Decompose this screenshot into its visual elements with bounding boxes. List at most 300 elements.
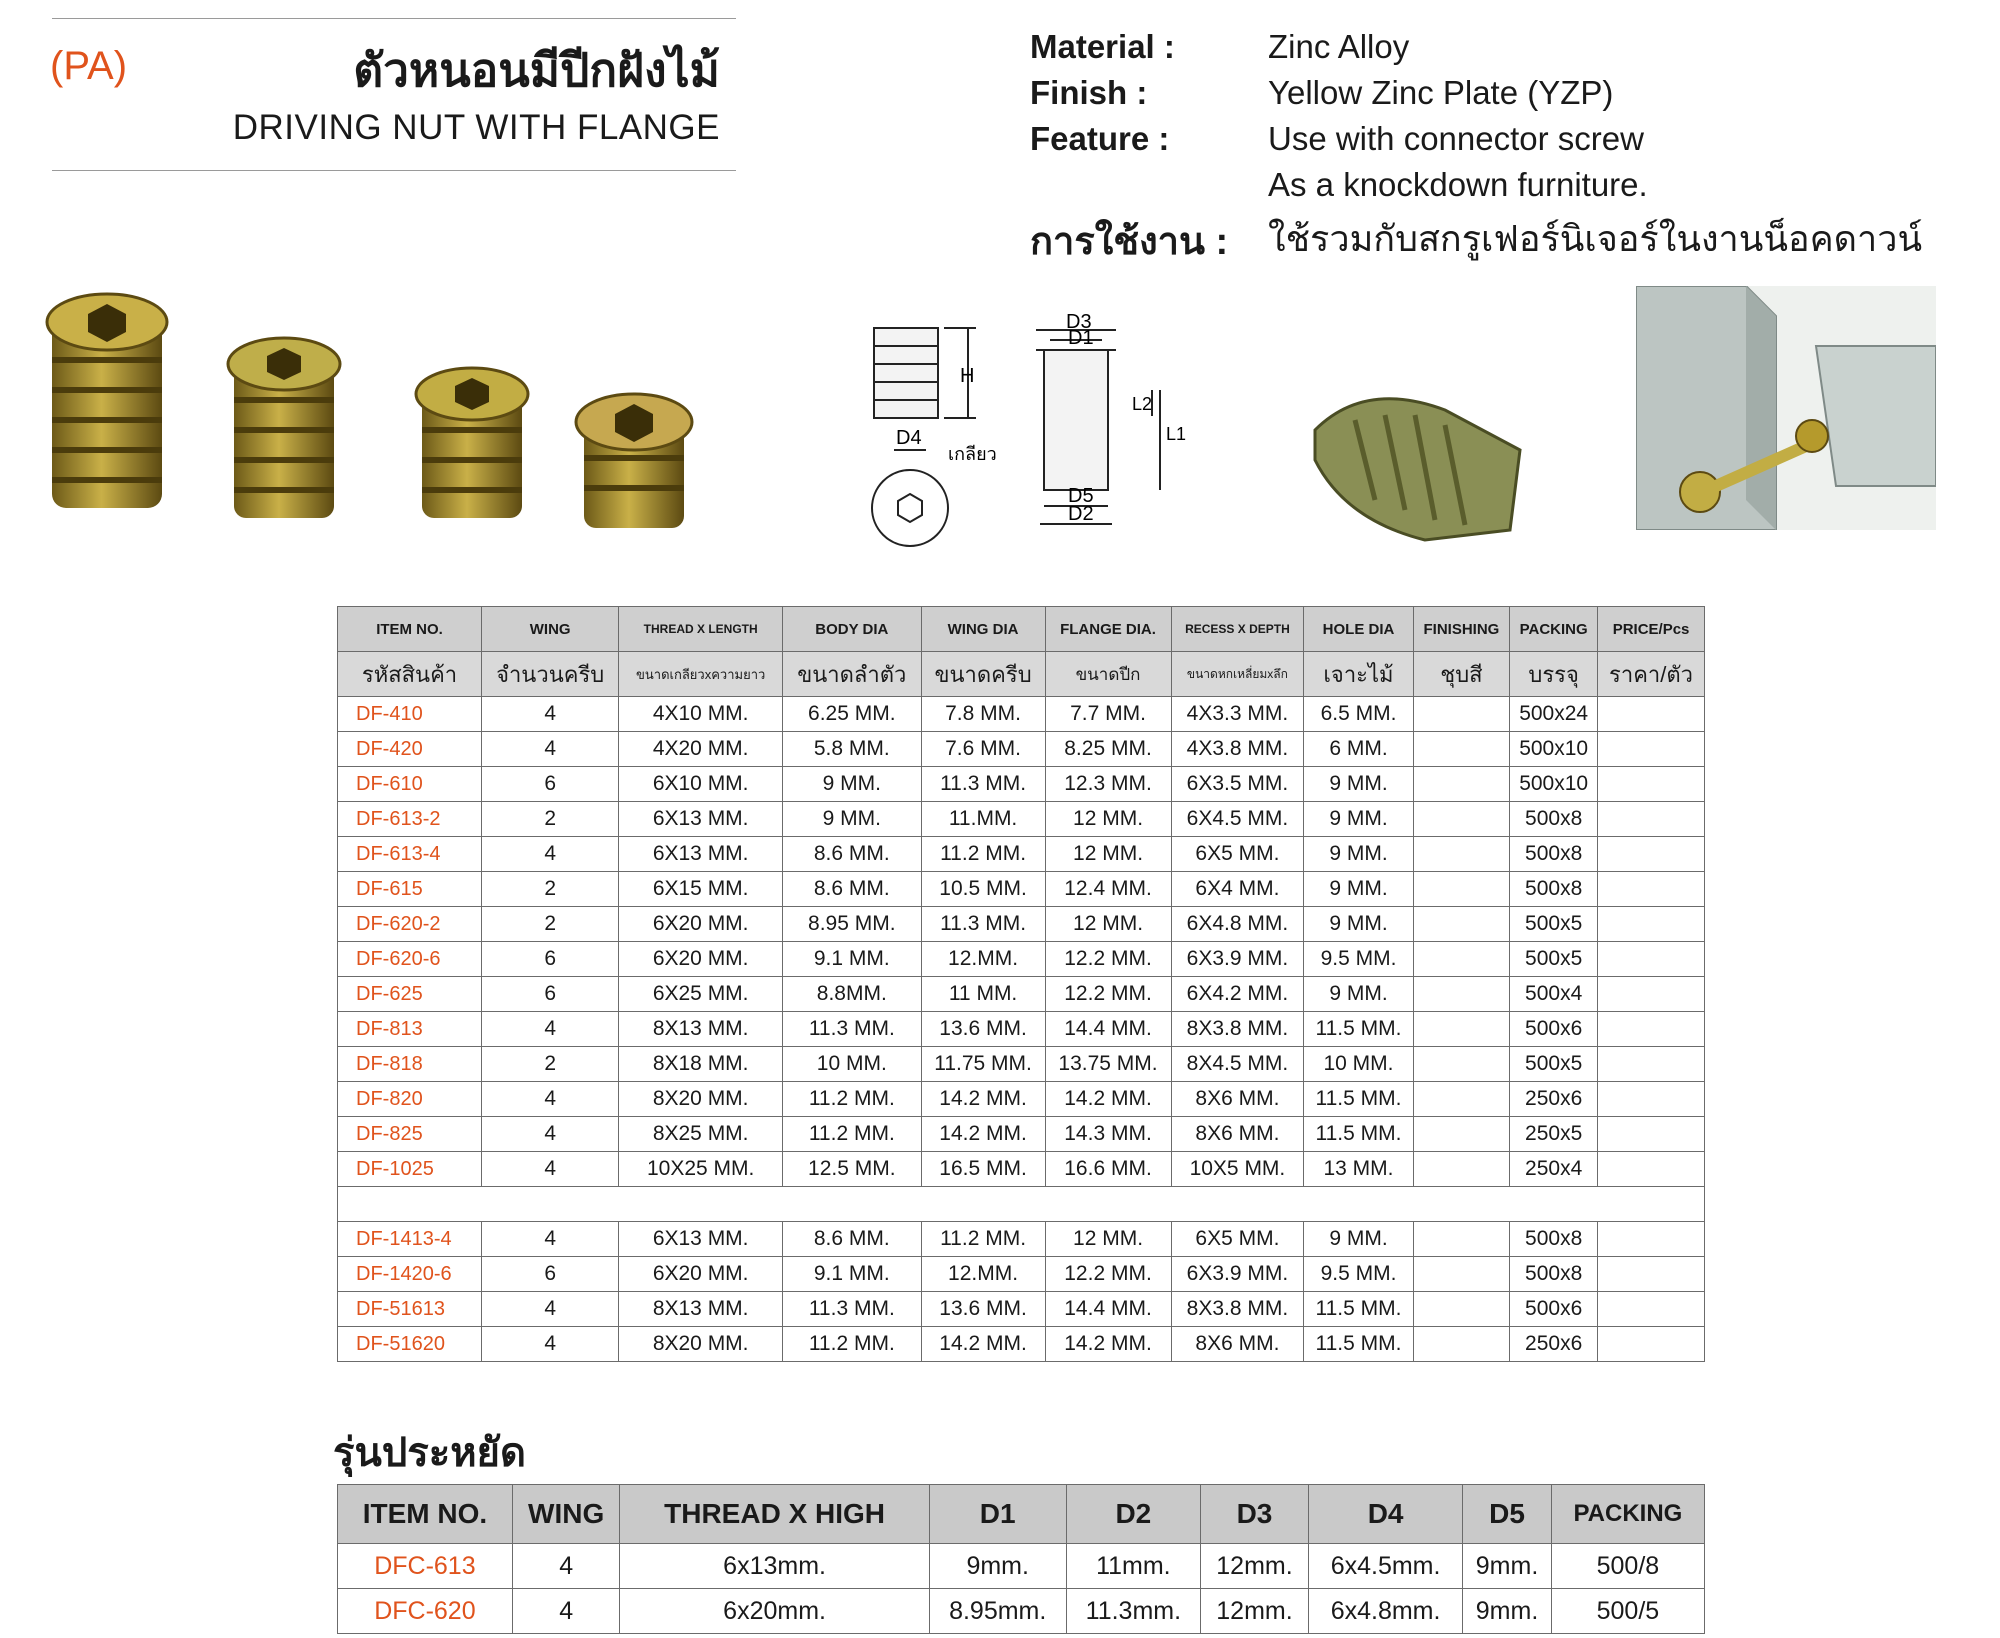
col-header-price: PRICE/Pcs — [1598, 607, 1705, 652]
table-cell: 9 MM. — [1304, 872, 1413, 907]
table-cell: 9mm. — [1463, 1589, 1552, 1634]
table-cell: 8.95mm. — [929, 1589, 1066, 1634]
header-row-english — [338, 607, 1705, 652]
eco-col-header: D1 — [929, 1485, 1066, 1544]
table-cell: 8X20 MM. — [619, 1327, 783, 1362]
table-spacer-row — [338, 1187, 1705, 1222]
table-cell: 6 — [482, 977, 619, 1012]
table-cell: 10X5 MM. — [1171, 1152, 1304, 1187]
col-header-th: บรรจุ — [1510, 652, 1598, 697]
table-cell: 2 — [482, 802, 619, 837]
table-cell: 4 — [512, 1589, 620, 1634]
table-cell: 6X5 MM. — [1171, 1222, 1304, 1257]
item-code-cell: DF-420 — [338, 732, 482, 767]
table-cell: 500x8 — [1510, 802, 1598, 837]
table-cell — [1598, 977, 1705, 1012]
table-cell: 4X3.8 MM. — [1171, 732, 1304, 767]
table-cell: 4 — [482, 1012, 619, 1047]
col-header-recess-depth: RECESS X DEPTH — [1171, 607, 1304, 652]
table-cell: 8.25 MM. — [1045, 732, 1171, 767]
table-cell: 8X3.8 MM. — [1171, 1012, 1304, 1047]
col-header-wing: WING — [482, 607, 619, 652]
table-row — [338, 1222, 1705, 1257]
table-row — [338, 872, 1705, 907]
table-cell: 8X6 MM. — [1171, 1082, 1304, 1117]
table-cell: 4 — [482, 732, 619, 767]
table-cell: 12.2 MM. — [1045, 942, 1171, 977]
table-row — [338, 697, 1705, 732]
item-code-cell: DF-813 — [338, 1012, 482, 1047]
table-cell — [1413, 1257, 1510, 1292]
table-cell — [1413, 1047, 1510, 1082]
table-cell: 4 — [482, 1292, 619, 1327]
table-cell: 11.75 MM. — [921, 1047, 1045, 1082]
eco-col-header: D2 — [1066, 1485, 1200, 1544]
table-cell: 6X3.9 MM. — [1171, 942, 1304, 977]
item-code-cell: DFC-613 — [338, 1544, 513, 1589]
table-cell — [1598, 767, 1705, 802]
item-code-cell: DF-620-6 — [338, 942, 482, 977]
table-cell: 500x6 — [1510, 1292, 1598, 1327]
label-l2: L2 — [1132, 394, 1153, 414]
table-cell — [1598, 697, 1705, 732]
header-row-thai — [338, 652, 1705, 697]
table-cell — [1413, 1152, 1510, 1187]
table-cell: 12.3 MM. — [1045, 767, 1171, 802]
table-cell: 500x10 — [1510, 767, 1598, 802]
table-cell: 500x8 — [1510, 837, 1598, 872]
item-code-cell: DF-613-4 — [338, 837, 482, 872]
table-cell: 12.5 MM. — [783, 1152, 922, 1187]
table-cell — [1413, 697, 1510, 732]
table-row — [338, 1589, 1705, 1634]
table-cell: 10 MM. — [783, 1047, 922, 1082]
table-cell: 12mm. — [1201, 1544, 1309, 1589]
table-cell: 7.8 MM. — [921, 697, 1045, 732]
table-cell: 6X3.9 MM. — [1171, 1257, 1304, 1292]
item-code-cell: DF-1420-6 — [338, 1257, 482, 1292]
table-cell — [1413, 1082, 1510, 1117]
item-code-cell: DF-1413-4 — [338, 1222, 482, 1257]
table-cell: 13.6 MM. — [921, 1012, 1045, 1047]
label-d2: D2 — [1068, 503, 1094, 525]
table-cell: 8X25 MM. — [619, 1117, 783, 1152]
col-header-th: ขนาดครีบ — [921, 652, 1045, 697]
table-cell: 6x4.8mm. — [1308, 1589, 1462, 1634]
table-cell — [1598, 907, 1705, 942]
economy-header-row — [338, 1485, 1705, 1544]
table-cell — [1598, 1047, 1705, 1082]
table-cell — [1413, 1327, 1510, 1362]
table-cell: 14.3 MM. — [1045, 1117, 1171, 1152]
spec-label-feature: Feature : — [1030, 120, 1170, 157]
col-header-finishing: FINISHING — [1413, 607, 1510, 652]
label-d5: D5 — [1068, 485, 1094, 507]
spec-label-usage: การใช้งาน : — [1030, 221, 1229, 263]
table-cell: 8X13 MM. — [619, 1292, 783, 1327]
table-cell: 500x4 — [1510, 977, 1598, 1012]
table-cell: 500x5 — [1510, 942, 1598, 977]
table-cell: 4 — [482, 1082, 619, 1117]
table-row — [338, 1047, 1705, 1082]
label-d1: D1 — [1068, 327, 1094, 349]
table-cell: 14.2 MM. — [921, 1327, 1045, 1362]
nut-photo-3 — [416, 368, 528, 518]
col-header-packing: PACKING — [1510, 607, 1598, 652]
table-cell: 4 — [482, 1222, 619, 1257]
table-cell: 6X20 MM. — [619, 1257, 783, 1292]
table-cell: 6 MM. — [1304, 732, 1413, 767]
table-cell: 12 MM. — [1045, 802, 1171, 837]
col-header-body-dia: BODY DIA — [783, 607, 922, 652]
table-cell: 500/5 — [1551, 1589, 1704, 1634]
table-body-secondary — [338, 1222, 1705, 1362]
table-cell: 10 MM. — [1304, 1047, 1413, 1082]
table-cell: 12.MM. — [921, 1257, 1045, 1292]
table-cell: 6x20mm. — [620, 1589, 929, 1634]
table-row — [338, 1117, 1705, 1152]
table-row — [338, 1082, 1705, 1117]
table-cell: 14.4 MM. — [1045, 1292, 1171, 1327]
item-code-cell: DFC-620 — [338, 1589, 513, 1634]
table-cell: 11.3 MM. — [783, 1012, 922, 1047]
table-cell — [1598, 1222, 1705, 1257]
table-cell: 250x6 — [1510, 1327, 1598, 1362]
table-cell: 6X13 MM. — [619, 1222, 783, 1257]
table-cell: 13 MM. — [1304, 1152, 1413, 1187]
dimension-diagram — [860, 310, 1220, 550]
title-rule — [52, 170, 736, 171]
table-cell: 6X4 MM. — [1171, 872, 1304, 907]
table-cell: 500x10 — [1510, 732, 1598, 767]
table-cell: 13.6 MM. — [921, 1292, 1045, 1327]
table-cell: 9 MM. — [1304, 977, 1413, 1012]
table-cell: 11.3 MM. — [783, 1292, 922, 1327]
spec-label-finish: Finish : — [1030, 74, 1148, 111]
table-cell: 4X10 MM. — [619, 697, 783, 732]
table-cell: 7.6 MM. — [921, 732, 1045, 767]
table-cell — [1598, 1327, 1705, 1362]
table-row — [338, 977, 1705, 1012]
table-cell: 2 — [482, 1047, 619, 1082]
table-cell: 12.MM. — [921, 942, 1045, 977]
table-cell: 12 MM. — [1045, 837, 1171, 872]
table-cell: 6X15 MM. — [619, 872, 783, 907]
page-title-thai: ตัวหนอนมีปีกฝังไม้ — [353, 44, 720, 96]
eco-col-header: ITEM NO. — [338, 1485, 513, 1544]
table-cell: 9.5 MM. — [1304, 942, 1413, 977]
table-cell: 9mm. — [929, 1544, 1066, 1589]
table-cell — [1598, 1117, 1705, 1152]
table-cell: 6x4.5mm. — [1308, 1544, 1462, 1589]
table-cell: 4 — [482, 697, 619, 732]
table-cell: 8X13 MM. — [619, 1012, 783, 1047]
table-cell: 6X5 MM. — [1171, 837, 1304, 872]
table-cell: 6 — [482, 1257, 619, 1292]
table-cell: 6X3.5 MM. — [1171, 767, 1304, 802]
table-cell — [1413, 837, 1510, 872]
col-header-item-no: ITEM NO. — [338, 607, 482, 652]
table-cell: 8X6 MM. — [1171, 1327, 1304, 1362]
table-cell: 250x5 — [1510, 1117, 1598, 1152]
series-code: (PA) — [50, 44, 128, 88]
table-cell: 7.7 MM. — [1045, 697, 1171, 732]
item-code-cell: DF-51620 — [338, 1327, 482, 1362]
table-cell: 11.5 MM. — [1304, 1327, 1413, 1362]
table-cell: 6X25 MM. — [619, 977, 783, 1012]
top-rule — [52, 18, 736, 19]
table-cell: 11mm. — [1066, 1544, 1200, 1589]
table-cell: 13.75 MM. — [1045, 1047, 1171, 1082]
table-cell: 6x13mm. — [620, 1544, 929, 1589]
table-cell: 12mm. — [1201, 1589, 1309, 1634]
table-cell: 11.2 MM. — [921, 837, 1045, 872]
table-cell: 6.5 MM. — [1304, 697, 1413, 732]
col-header-th: เจาะไม้ — [1304, 652, 1413, 697]
table-cell: 8.95 MM. — [783, 907, 922, 942]
item-code-cell: DF-410 — [338, 697, 482, 732]
table-cell: 16.5 MM. — [921, 1152, 1045, 1187]
table-cell: 9 MM. — [1304, 802, 1413, 837]
table-cell — [1413, 767, 1510, 802]
nut-photo-2 — [228, 338, 340, 518]
table-cell: 4 — [482, 1327, 619, 1362]
table-cell: 9 MM. — [1304, 767, 1413, 802]
item-code-cell: DF-825 — [338, 1117, 482, 1152]
item-code-cell: DF-818 — [338, 1047, 482, 1082]
table-cell: 6X13 MM. — [619, 802, 783, 837]
col-header-th: ขนาดหกเหลี่ยมxลึก — [1171, 652, 1304, 697]
eco-col-header: PACKING — [1551, 1485, 1704, 1544]
nut-photo-1 — [47, 294, 167, 508]
nut-photo-4 — [576, 394, 692, 528]
table-cell — [1413, 872, 1510, 907]
cutaway-illustration — [1305, 380, 1535, 550]
table-cell: 11.5 MM. — [1304, 1012, 1413, 1047]
table-cell: 14.2 MM. — [921, 1082, 1045, 1117]
col-header-th: ชุบสี — [1413, 652, 1510, 697]
label-d3: D3 — [1066, 311, 1092, 333]
table-cell: 14.4 MM. — [1045, 1012, 1171, 1047]
col-header-th: รหัสสินค้า — [338, 652, 482, 697]
table-cell: 9 MM. — [783, 802, 922, 837]
table-row — [338, 907, 1705, 942]
table-cell: 12 MM. — [1045, 907, 1171, 942]
table-cell: 500x6 — [1510, 1012, 1598, 1047]
table-cell — [1598, 872, 1705, 907]
table-cell — [1598, 1152, 1705, 1187]
eco-col-header: D4 — [1308, 1485, 1462, 1544]
table-cell: 11.3mm. — [1066, 1589, 1200, 1634]
eco-col-header: THREAD X HIGH — [620, 1485, 929, 1544]
economy-title: รุ่นประหยัด — [333, 1431, 526, 1475]
table-row — [338, 1257, 1705, 1292]
table-cell — [1413, 977, 1510, 1012]
table-row — [338, 1327, 1705, 1362]
table-cell: 12.2 MM. — [1045, 977, 1171, 1012]
table-cell — [1598, 732, 1705, 767]
col-header-th: ขนาดลำตัว — [783, 652, 922, 697]
table-row — [338, 1292, 1705, 1327]
table-cell: 9 MM. — [1304, 907, 1413, 942]
table-cell: 9.1 MM. — [783, 942, 922, 977]
page-title-english: DRIVING NUT WITH FLANGE — [232, 108, 720, 147]
product-photos — [40, 290, 720, 550]
table-cell — [1598, 942, 1705, 977]
spec-table — [337, 606, 1705, 1362]
label-thread: เกลียว — [948, 444, 997, 464]
table-cell — [1413, 802, 1510, 837]
table-cell: 11.2 MM. — [783, 1082, 922, 1117]
col-header-hole-dia: HOLE DIA — [1304, 607, 1413, 652]
table-cell: 4 — [482, 837, 619, 872]
table-cell: 16.6 MM. — [1045, 1152, 1171, 1187]
table-cell: 9 MM. — [1304, 837, 1413, 872]
spec-label-material: Material : — [1030, 28, 1175, 65]
assembly-illustration — [1636, 286, 1936, 530]
item-code-cell: DF-613-2 — [338, 802, 482, 837]
table-cell — [1413, 1012, 1510, 1047]
table-cell: 500x8 — [1510, 1222, 1598, 1257]
col-header-wing-dia: WING DIA — [921, 607, 1045, 652]
table-cell: 8X20 MM. — [619, 1082, 783, 1117]
table-cell: 4 — [512, 1544, 620, 1589]
table-cell: 10.5 MM. — [921, 872, 1045, 907]
table-cell: 12 MM. — [1045, 1222, 1171, 1257]
economy-table — [337, 1484, 1705, 1634]
table-cell: 9.1 MM. — [783, 1257, 922, 1292]
table-cell: 8X6 MM. — [1171, 1117, 1304, 1152]
table-cell — [1598, 802, 1705, 837]
spec-value-finish: Yellow Zinc Plate (YZP) — [1268, 74, 1614, 111]
table-cell: 11.2 MM. — [783, 1117, 922, 1152]
table-row — [338, 1152, 1705, 1187]
table-cell: 2 — [482, 907, 619, 942]
table-row — [338, 837, 1705, 872]
table-cell: 11.5 MM. — [1304, 1292, 1413, 1327]
table-cell: 11 MM. — [921, 977, 1045, 1012]
table-cell: 6X20 MM. — [619, 942, 783, 977]
table-cell: 11.5 MM. — [1304, 1082, 1413, 1117]
label-d4: D4 — [896, 427, 922, 449]
table-cell: 6X10 MM. — [619, 767, 783, 802]
table-cell — [1413, 907, 1510, 942]
table-row — [338, 767, 1705, 802]
table-cell: 250x6 — [1510, 1082, 1598, 1117]
table-cell — [1413, 942, 1510, 977]
item-code-cell: DF-610 — [338, 767, 482, 802]
table-cell — [1413, 1222, 1510, 1257]
label-l1: L1 — [1166, 424, 1187, 444]
col-header-th: ราคา/ตัว — [1598, 652, 1705, 697]
col-header-th: ขนาดเกลียวxความยาว — [619, 652, 783, 697]
table-cell: 500x5 — [1510, 1047, 1598, 1082]
spacer-cell — [338, 1187, 1705, 1222]
item-code-cell: DF-615 — [338, 872, 482, 907]
table-row — [338, 1012, 1705, 1047]
table-cell: 8X4.5 MM. — [1171, 1047, 1304, 1082]
table-cell: 6X4.5 MM. — [1171, 802, 1304, 837]
table-cell: 6 — [482, 942, 619, 977]
table-cell: 11.MM. — [921, 802, 1045, 837]
table-cell: 9 MM. — [783, 767, 922, 802]
spec-value-feature-2: As a knockdown furniture. — [1268, 166, 1648, 203]
item-code-cell: DF-625 — [338, 977, 482, 1012]
table-cell: 11.3 MM. — [921, 907, 1045, 942]
col-header-flange-dia: FLANGE DIA. — [1045, 607, 1171, 652]
table-cell: 4X3.3 MM. — [1171, 697, 1304, 732]
table-cell: 250x4 — [1510, 1152, 1598, 1187]
table-cell: 9 MM. — [1304, 1222, 1413, 1257]
table-cell: 500/8 — [1551, 1544, 1704, 1589]
table-cell: 12.2 MM. — [1045, 1257, 1171, 1292]
table-cell: 11.5 MM. — [1304, 1117, 1413, 1152]
table-cell — [1598, 1082, 1705, 1117]
table-cell — [1598, 1292, 1705, 1327]
item-code-cell: DF-1025 — [338, 1152, 482, 1187]
table-row — [338, 942, 1705, 977]
table-cell: 500x5 — [1510, 907, 1598, 942]
economy-body — [338, 1544, 1705, 1634]
table-cell: 14.2 MM. — [1045, 1082, 1171, 1117]
table-cell: 9mm. — [1463, 1544, 1552, 1589]
table-cell: 500x24 — [1510, 697, 1598, 732]
spec-value-usage: ใช้รวมกับสกรูเฟอร์นิเจอร์ในงานน็อคดาวน์ — [1268, 218, 1923, 259]
table-cell: 6X4.8 MM. — [1171, 907, 1304, 942]
eco-col-header: D3 — [1201, 1485, 1309, 1544]
spec-value-material: Zinc Alloy — [1268, 28, 1410, 65]
table-cell: 2 — [482, 872, 619, 907]
table-cell — [1598, 837, 1705, 872]
label-h: H — [960, 365, 975, 387]
table-row — [338, 1544, 1705, 1589]
table-cell: 11.3 MM. — [921, 767, 1045, 802]
table-cell: 4 — [482, 1152, 619, 1187]
table-cell: 8X18 MM. — [619, 1047, 783, 1082]
table-cell: 9.5 MM. — [1304, 1257, 1413, 1292]
table-cell: 6X4.2 MM. — [1171, 977, 1304, 1012]
table-cell: 14.2 MM. — [1045, 1327, 1171, 1362]
table-cell: 6.25 MM. — [783, 697, 922, 732]
table-cell: 8.6 MM. — [783, 1222, 922, 1257]
table-cell — [1413, 1292, 1510, 1327]
table-cell: 4 — [482, 1117, 619, 1152]
col-header-th: จำนวนครีบ — [482, 652, 619, 697]
table-cell: 8X3.8 MM. — [1171, 1292, 1304, 1327]
eco-col-header: D5 — [1463, 1485, 1552, 1544]
table-cell: 6 — [482, 767, 619, 802]
table-cell: 11.2 MM. — [783, 1327, 922, 1362]
table-cell: 14.2 MM. — [921, 1117, 1045, 1152]
table-cell — [1598, 1257, 1705, 1292]
table-cell: 10X25 MM. — [619, 1152, 783, 1187]
spec-value-feature: Use with connector screw — [1268, 120, 1644, 157]
table-cell: 8.6 MM. — [783, 837, 922, 872]
table-cell: 6X13 MM. — [619, 837, 783, 872]
col-header-thread-length: THREAD X LENGTH — [619, 607, 783, 652]
table-cell: 4X20 MM. — [619, 732, 783, 767]
item-code-cell: DF-51613 — [338, 1292, 482, 1327]
col-header-th: ขนาดปีก — [1045, 652, 1171, 697]
eco-col-header: WING — [512, 1485, 620, 1544]
table-cell: 500x8 — [1510, 1257, 1598, 1292]
table-cell: 12.4 MM. — [1045, 872, 1171, 907]
item-code-cell: DF-620-2 — [338, 907, 482, 942]
table-cell — [1598, 1012, 1705, 1047]
table-cell: 8.8MM. — [783, 977, 922, 1012]
table-cell — [1413, 1117, 1510, 1152]
table-cell: 8.6 MM. — [783, 872, 922, 907]
